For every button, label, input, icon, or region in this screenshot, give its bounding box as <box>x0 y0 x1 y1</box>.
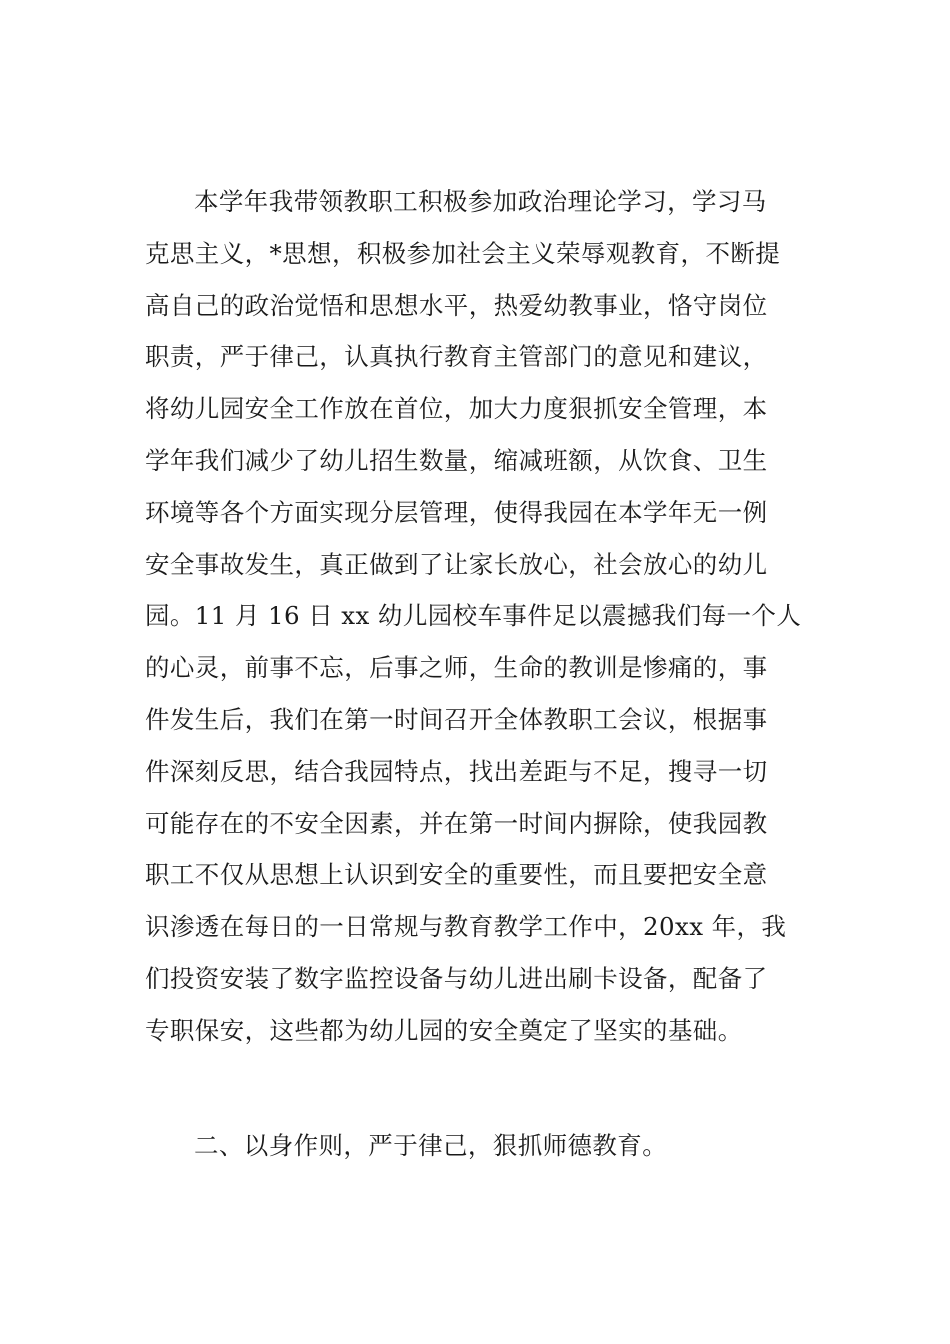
paragraph-line: 识渗透在每日的一日常规与教育教学工作中，20xx 年，我 <box>145 912 787 942</box>
paragraph-line: 将幼儿园安全工作放在首位，加大力度狠抓安全管理，本 <box>145 394 768 424</box>
paragraph-line: 克思主义，*思想，积极参加社会主义荣辱观教育，不断提 <box>145 238 781 268</box>
paragraph-line: 件深刻反思，结合我园特点，找出差距与不足，搜寻一切 <box>145 756 768 786</box>
paragraph-line: 高自己的政治觉悟和思想水平，热爱幼教事业，恪守岗位 <box>145 290 768 320</box>
paragraph-line: 职责，严于律己，认真执行教育主管部门的意见和建议， <box>145 342 768 372</box>
paragraph-line: 可能存在的不安全因素，并在第一时间内摒除，使我园教 <box>145 808 768 838</box>
paragraph-line: 安全事故发生，真正做到了让家长放心，社会放心的幼儿 <box>145 549 768 579</box>
paragraph-line: 本学年我带领教职工积极参加政治理论学习，学习马 <box>194 187 767 216</box>
paragraph-line: 们投资安装了数字监控设备与幼儿进出刷卡设备，配备了 <box>145 963 768 993</box>
section-heading: 二、以身作则，严于律己，狠抓师德教育。 <box>194 1131 668 1160</box>
paragraph-line: 件发生后，我们在第一时间召开全体教职工会议，根据事 <box>145 704 768 734</box>
paragraph-line: 职工不仅从思想上认识到安全的重要性，而且要把安全意 <box>145 860 768 890</box>
paragraph-line: 园。11 月 16 日 xx 幼儿园校车事件足以震撼我们每一个人 <box>145 601 802 631</box>
paragraph-line: 学年我们减少了幼儿招生数量，缩减班额，从饮食、卫生 <box>145 445 768 475</box>
paragraph-line: 专职保安，这些都为幼儿园的安全奠定了坚实的基础。 <box>145 1015 743 1045</box>
paragraph-line: 的心灵，前事不忘，后事之师，生命的教训是惨痛的，事 <box>145 653 768 683</box>
paragraph-line: 环境等各个方面实现分层管理，使得我园在本学年无一例 <box>145 497 768 527</box>
body-paragraph <box>145 176 815 1057</box>
